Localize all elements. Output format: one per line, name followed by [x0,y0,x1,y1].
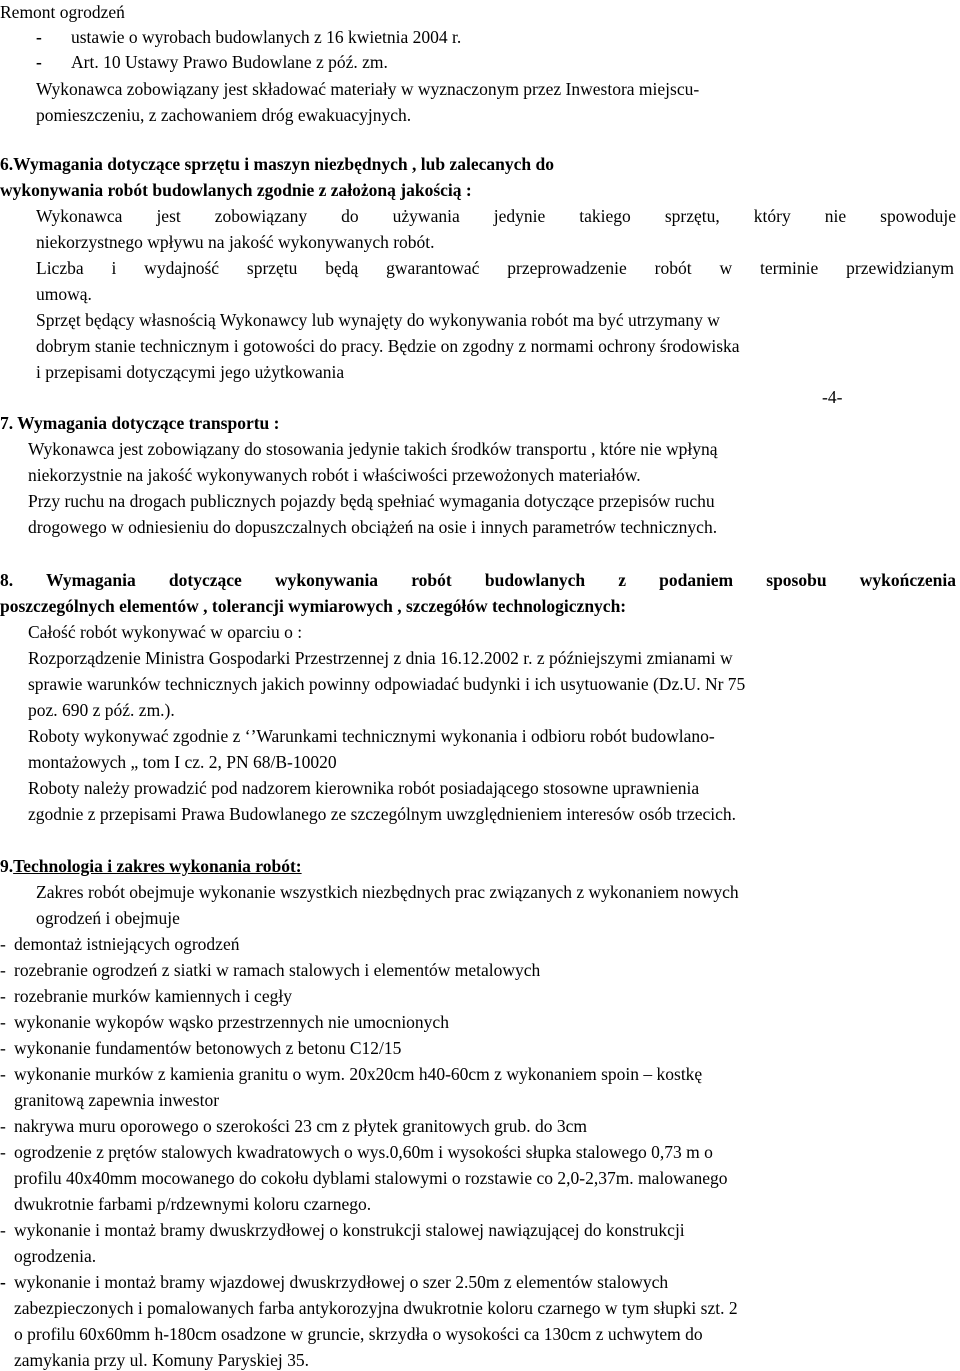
list-item [0,1037,401,1059]
list-dash: - [0,1272,6,1292]
paragraph-line: Przy ruchu na drogach publicznych pojazdy będą spełniać wymagania dotyczące przepisów ruchu [28,491,715,511]
list-item [0,959,540,981]
list-dash: - [0,1012,6,1032]
list-item [0,985,292,1007]
list-item [0,1063,702,1085]
paragraph-line: Rozporządzenie Ministra Gospodarki Przestrzennej z dnia 16.12.2002 r. z późniejszymi zmianami w [28,648,733,668]
paragraph-line: Zakres robót obejmuje wykonanie wszystkich niezbędnych prac związanych z wykonaniem nowych [36,882,739,902]
list-item-text: ogrodzenia. [14,1246,97,1266]
paragraph-line: zgodnie z przepisami Prawa Budowlanego ze szczególnym uwzględnieniem interesów osób trzecich. [28,804,737,824]
paragraph-line: Roboty wykonywać zgodnie z ‘’Warunkami technicznymi wykonania i odbioru robót budowlano- [28,726,715,746]
list-item-text: o profilu 60x60mm h-180cm osadzone w gruncie, skrzydła o wysokości ca 130cm z uchwytem do [14,1324,703,1344]
list-item-text: rozebranie murków kamiennych i cegły [14,986,292,1006]
list-item-text: wykonanie wykopów wąsko przestrzennych nie umocnionych [14,1012,449,1032]
paragraph-line: dobrym stanie technicznym i gotowości do pracy. Będzie on zgodny z normami ochrony środowiska [36,336,740,356]
list-item-text: granitową zapewnia inwestor [14,1090,220,1110]
list-item [14,1323,703,1345]
list-item [14,1193,371,1215]
list-item [0,1011,449,1033]
paragraph-line: umową. [36,284,92,304]
bullet-item: - Art. 10 Ustawy Prawo Budowlane z póź. zm. [36,52,388,72]
section-9-title: 9.Technologia i zakres wykonania robót: [0,856,302,876]
paragraph-line: Sprzęt będący własnością Wykonawcy lub wynajęty do wykonywania robót ma być utrzymany w [36,310,720,330]
paragraph-line: niekorzystnego wpływu na jakość wykonywanych robót. [36,232,435,252]
paragraph-line: sprawie warunków technicznych jakich powinny odpowiadać budynki i ich usytuowanie (Dz.U. Nr 75 [28,674,746,694]
paragraph-line: niekorzystnie na jakość wykonywanych robót i właściwości przewożonych materiałów. [28,465,641,485]
paragraph-line: Roboty należy prowadzić pod nadzorem kierownika robót posiadającego stosowne uprawnienia [28,778,700,798]
paragraph-line: i przepisami dotyczącymi jego użytkowania [36,362,345,382]
list-item-text: zabezpieczonych i pomalowanych farba antykorozyjna dwukrotnie koloru czarnego w tym słupki szt. 2 [14,1298,738,1318]
list-item [14,1349,309,1371]
list-item-text: rozebranie ogrodzeń z siatki w ramach stalowych i elementów metalowych [14,960,541,980]
paragraph-line: pomieszczeniu, z zachowaniem dróg ewakuacyjnych. [36,105,412,125]
list-item [0,1115,587,1137]
section-heading-remont: Remont ogrodzeń [0,2,125,22]
list-item-text: dwukrotnie farbami p/rdzewnymi koloru czarnego. [14,1194,372,1214]
section-8-title: poszczególnych elementów , tolerancji wymiarowych , szczegółów technologicznych: [0,596,627,616]
list-item [0,1141,713,1163]
section-6-title: 6.Wymagania dotyczące sprzętu i maszyn niezbędnych , lub zalecanych do [0,154,554,174]
list-item-text: wykonanie i montaż bramy wjazdowej dwuskrzydłowej o szer 2.50m z elementów stalowych [14,1272,669,1292]
list-item-text: profilu 40x40mm mocowanego do cokołu dyblami stalowymi o rozstawie co 2,0-2,37m. malowanego [14,1168,728,1188]
paragraph-line: Liczba i wydajność sprzętu będą gwarantować przeprowadzenie robót w terminie przewidzianym [36,258,954,278]
list-item-text: demontaż istniejących ogrodzeń [14,934,240,954]
list-dash: - [0,986,6,1006]
list-item [14,1089,219,1111]
list-item [14,1297,738,1319]
list-item [14,1167,727,1189]
section-7-title: 7. Wymagania dotyczące transportu : [0,413,280,433]
paragraph-line: Wykonawca zobowiązany jest składować materiały w wyznaczonym przez Inwestora miejscu- [36,79,700,99]
list-item-text: wykonanie fundamentów betonowych z betonu C12/15 [14,1038,402,1058]
list-dash: - [0,1116,6,1136]
list-item-text: ogrodzenie z prętów stalowych kwadratowych o wys.0,60m i wysokości słupka stalowego 0,73 m o [14,1142,713,1162]
paragraph-line: Całość robót wykonywać w oparciu o : [28,622,303,642]
list-dash: - [0,960,6,980]
list-dash: - [0,1064,6,1084]
list-dash: - [0,1038,6,1058]
list-item-text: nakrywa muru oporowego o szerokości 23 cm z płytek granitowych grub. do 3cm [14,1116,587,1136]
list-item [0,933,239,955]
list-item-text: zamykania przy ul. Komuny Paryskiej 35. [14,1350,310,1370]
paragraph-line: poz. 690 z póź. zm.). [28,700,175,720]
list-item [0,1271,668,1293]
paragraph-line: montażowych „ tom I cz. 2, PN 68/B-10020 [28,752,337,772]
list-item [14,1245,96,1267]
list-dash: - [0,1142,6,1162]
paragraph-line: Wykonawca jest zobowiązany do używania jedynie takiego sprzętu, który nie spowoduje [36,206,956,226]
list-dash: - [0,934,6,954]
list-item-text: wykonanie murków z kamienia granitu o wym. 20x20cm h40-60cm z wykonaniem spoin – kostkę [14,1064,703,1084]
paragraph-line: ogrodzeń i obejmuje [36,908,180,928]
section-8-title: 8. Wymagania dotyczące wykonywania robót budowlanych z podaniem sposobu wykończenia [0,570,956,590]
bullet-item: - ustawie o wyrobach budowlanych z 16 kwietnia 2004 r. [36,27,462,47]
paragraph-line: Wykonawca jest zobowiązany do stosowania jedynie takich środków transportu , które nie wpłyną [28,439,718,459]
list-item-text: wykonanie i montaż bramy dwuskrzydłowej o konstrukcji stalowej nawiązującej do konstrukcji [14,1220,685,1240]
paragraph-line: drogowego w odniesieniu do dopuszczalnych obciążeń na osie i innych parametrów technicznych. [28,517,718,537]
page-number: -4- [822,387,843,407]
list-item [0,1219,685,1241]
list-dash: - [0,1220,6,1240]
section-6-title: wykonywania robót budowlanych zgodnie z założoną jakością : [0,180,472,200]
